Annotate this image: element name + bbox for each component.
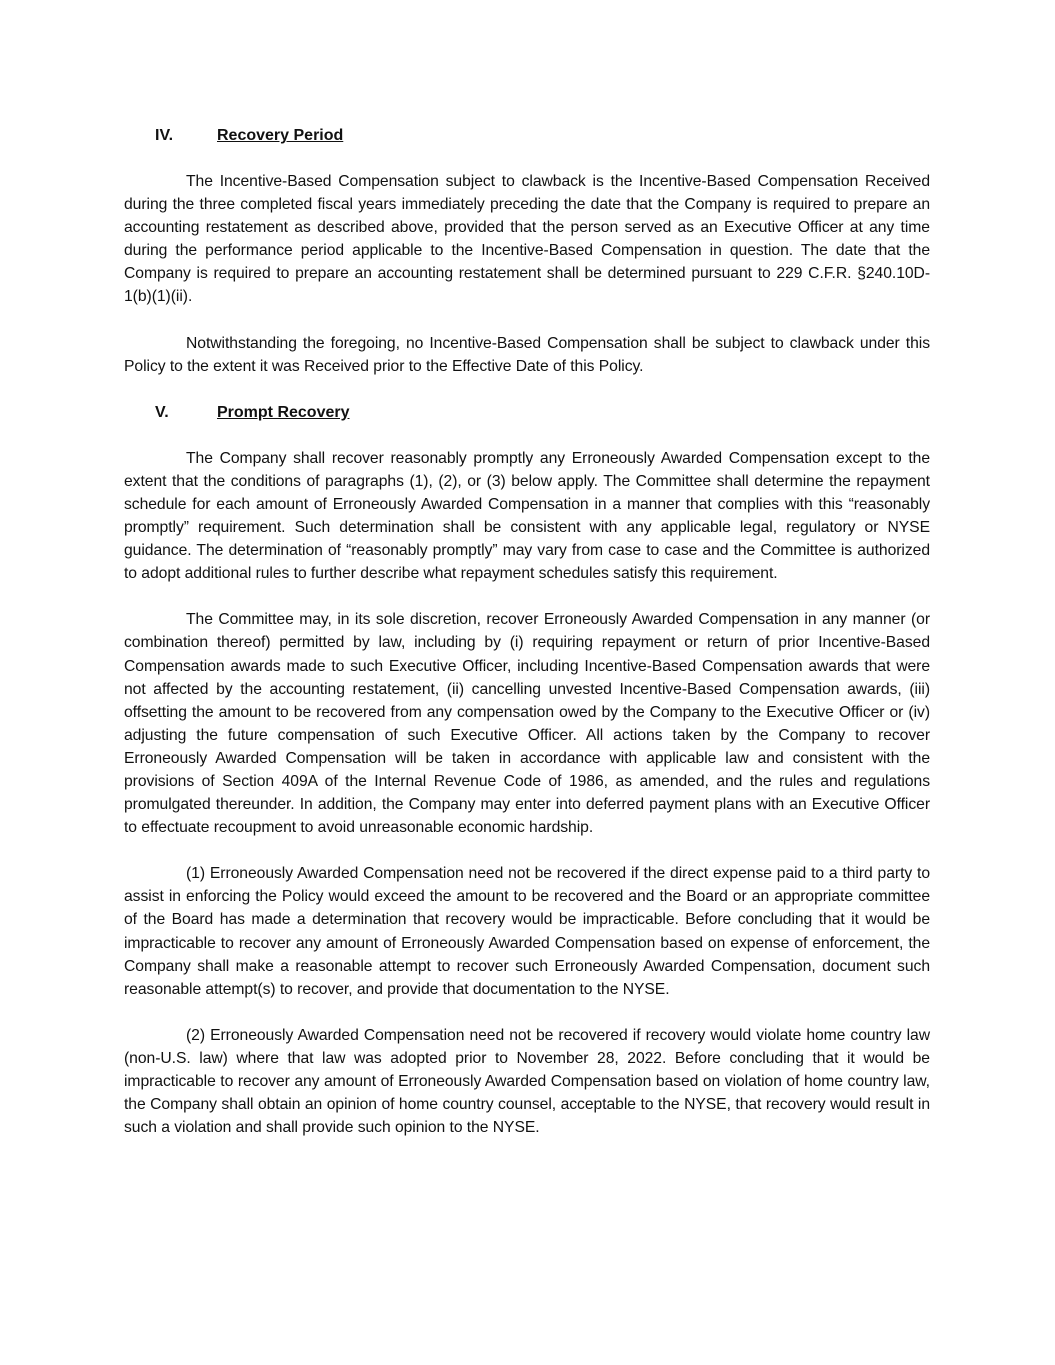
section-number: IV. <box>155 127 174 144</box>
section-title: Recovery Period <box>217 127 344 144</box>
paragraph: The Company shall recover reasonably promptly any Erroneously Awarded Compensation except to the extent that the conditions of paragraphs (1), (2), or (3) below apply. The Committee shall determine the repayment schedule for each amount of Erroneously Awarded Compensation in a manner that complies with this “reasonably promptly” requirement. Such determination shall be consistent with any applicable legal, regulatory or NYSE guidance. The determination of “reasonably promptly” may vary from case to case and the Committee is authorized to adopt additional rules to further describe what repayment schedules satisfy this requirement. <box>124 449 930 583</box>
paragraph: Notwithstanding the foregoing, no Incentive-Based Compensation shall be subject to clawback under this Policy to the extent it was Received prior to the Effective Date of this Policy. <box>124 334 930 375</box>
paragraph: The Committee may, in its sole discretion, recover Erroneously Awarded Compensation in any manner (or combination thereof) permitted by law, including by (i) requiring repayment or return of prior Incentive-Based Compensation awards made to such Executive Officer, including Incentive-Based Compensation awards that were not affected by the accounting restatement, (ii) cancelling unvested Incentive-Based Compensation awards, (iii) offsetting the amount to be recovered from any compensation owed by the Company to the Executive Officer or (iv) adjusting the future compensation of such Executive Officer. All actions taken by the Company to recover Erroneously Awarded Compensation will be taken in accordance with applicable law and consistent with the provisions of Section 409A of the Internal Revenue Code of 1986, as amended, and the rules and regulations promulgated thereunder. In addition, the Company may enter into deferred payment plans with an Executive Officer to effectuate recoupment to avoid unreasonable economic hardship. <box>124 611 930 837</box>
paragraph: (2) Erroneously Awarded Compensation need not be recovered if recovery would violate home country law (non-U.S. law) where that law was adopted prior to November 28, 2022. Before concluding that it would be impracticable to recover any amount of Erroneously Awarded Compensation based on violation of home country law, the Company shall obtain an opinion of home country counsel, acceptable to the NYSE, that recovery would result in such a violation and shall provide such opinion to the NYSE. <box>124 1026 930 1137</box>
document-page <box>124 124 930 1162</box>
section-heading-recovery-period <box>124 124 930 147</box>
paragraph: The Incentive-Based Compensation subject to clawback is the Incentive-Based Compensation Received during the three completed fiscal years immediately preceding the date that the Company is required to prepare an accounting restatement as described above, provided that the person served as an Executive Officer at any time during the performance period applicable to the Incentive-Based Compensation in question. The date that the Company is required to prepare an accounting restatement shall be determined pursuant to 229 C.F.R. §240.10D-1(b)(1)(ii). <box>124 173 930 306</box>
section-number: V. <box>155 403 169 421</box>
section-title: Prompt Recovery <box>217 403 350 421</box>
paragraph: (1) Erroneously Awarded Compensation need not be recovered if the direct expense paid to a third party to assist in enforcing the Policy would exceed the amount to be recovered and the Board or an appropriate committee of the Board has made a determination that recovery would be impracticable. Before concluding that it would be impracticable to recover any amount of Erroneously Awarded Compensation based on expense of enforcement, the Company shall make a reasonable attempt to recover such Erroneously Awarded Compensation, document such reasonable attempt(s) to recover, and provide that documentation to the NYSE. <box>124 865 930 998</box>
section-heading-prompt-recovery <box>124 401 930 424</box>
